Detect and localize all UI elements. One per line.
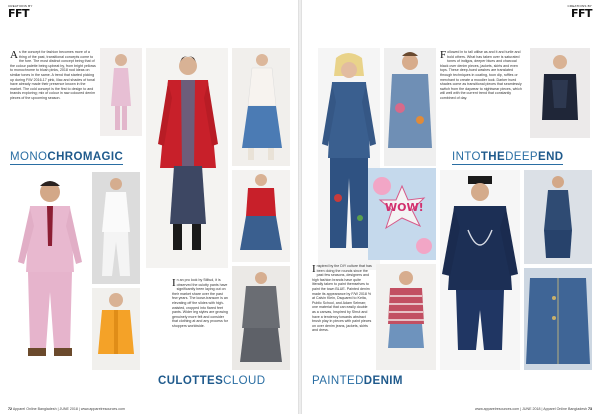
- photo-striped-top: [376, 264, 436, 370]
- page-number: 73: [588, 407, 592, 411]
- right-page: [302, 0, 600, 414]
- right-footer: www.apparelresources.com | JUNE 2018 | Apparel Online Bangladesh 73: [475, 407, 592, 411]
- photo-white-outfit: [92, 172, 140, 284]
- painted-denim-text: nspired by the DIY culture that has been doing the rounds since the past few seasons, designers and high fashion brands have quite literally taken to paint themselves to paint the town BLUE. Painted denim made its appearance by F/W 2018 % at Calvin Klein, Dsquared to Keita, Public School, and Adam Selman; one material that can easily double as a canvas, Inspired by Shrut and have a tendency towards abstract brush play in pieces with paint pieces on over denim jeans, jackets, skirts and dress.: [312, 264, 372, 333]
- photo-black-corset: [530, 48, 590, 138]
- drop-cap: F: [440, 50, 447, 61]
- photo-grey-suit: [232, 266, 290, 370]
- fft-logo: [8, 4, 34, 19]
- photo-red-knit-culottes: [232, 170, 290, 262]
- deep-end-text: ollowed in to tall utilise as and it and turtle and bold others. What has taken over is saturated tones of indigos, deeper blues and charcoal black over denim pieces, jackets, skirts and even tops. These deep-hued washes are translated through techniques in coating, toon dip, ruffles or merchant to create a moodier look. Darker hued shades come as transitional pieces that seamlessly switch from the daywear to nightwear pieces, which will well with the current trend that constantly combined of day.: [440, 50, 522, 100]
- logo-mark: FFT: [8, 7, 30, 20]
- section-title-painted-denim: PAINTEDDENIM: [312, 375, 403, 387]
- magazine-name: Apparel Online Bangladesh: [12, 407, 57, 411]
- left-page: [0, 0, 298, 414]
- logo-caption: CREATIONS BY: [567, 4, 592, 8]
- photo-denim-runway: [524, 170, 592, 264]
- section-title-into-the-deep-end: INTOTHEDEEPEND: [452, 151, 564, 163]
- photo-yellow-jacket: [92, 288, 140, 370]
- photo-pink-suit: [10, 172, 90, 370]
- photo-red-coat: [146, 48, 228, 268]
- photo-blue-culottes: [232, 48, 290, 166]
- photo-denim-closeup: [524, 268, 592, 370]
- photo-embroidered-jacket: [384, 48, 436, 166]
- logo-caption: CREATIONS BY: [8, 4, 33, 8]
- issue-date: JUNE 2018: [522, 407, 541, 411]
- culottes-text: n an pro look by Stiltud, it is observed the culotty pants have significantly been laying out on their market share over the past few years. The loose-transom is an elevating off the slides with high-waisted, cropped into flared feet pants. Wider leg styles are growing genuinely more felt and consider that clothing at and any process for shoppers worldwide.: [172, 278, 228, 328]
- fft-logo: [566, 4, 592, 19]
- left-footer: 72 Apparel Online Bangladesh | JUNE 2018 | www.apparelresources.com: [8, 407, 125, 411]
- drop-cap: A: [10, 50, 18, 61]
- photo-painted-patch: [368, 168, 436, 260]
- section-title-culottes-cloud: CULOTTESCLOUD: [158, 375, 266, 387]
- intro-paragraph: [10, 50, 96, 132]
- drop-cap: I: [312, 264, 316, 275]
- intro-text: s the concept for fashion becomes more of a thing of the past, transitional concepts come to the fore. The most distinct concept being that of the colour palette being upbeat by, from bright yellows to monochrome to blush pinks, 2018 nod ideas on similar tones in the same. A trend that started picking up during F/W 2016-17 pink, lilac and shades of tonal have already made their presence known in the market. The cold concept is the first to design to and brands exploring; mix of colour in raw coloured denim pieces of the upcoming season.: [10, 50, 96, 100]
- page-number: 72: [8, 407, 12, 411]
- issue-date: JUNE 2018: [59, 407, 78, 411]
- logo-mark: FFT: [570, 7, 592, 20]
- painted-denim-paragraph: [312, 264, 372, 370]
- wow-patch-label: WOW!: [385, 201, 424, 214]
- photo-navy-look: [440, 170, 520, 370]
- magazine-name: Apparel Online Bangladesh: [543, 407, 587, 411]
- website: www.apparelresources.com: [475, 407, 520, 411]
- culottes-paragraph: [172, 278, 228, 370]
- drop-cap: I: [172, 278, 176, 289]
- section-title-monochromagic: MONOCHROMAGIC: [10, 151, 124, 163]
- website: www.apparelresources.com: [80, 407, 125, 411]
- photo-pink-knitwear: [100, 48, 142, 136]
- deep-end-paragraph: [440, 50, 526, 136]
